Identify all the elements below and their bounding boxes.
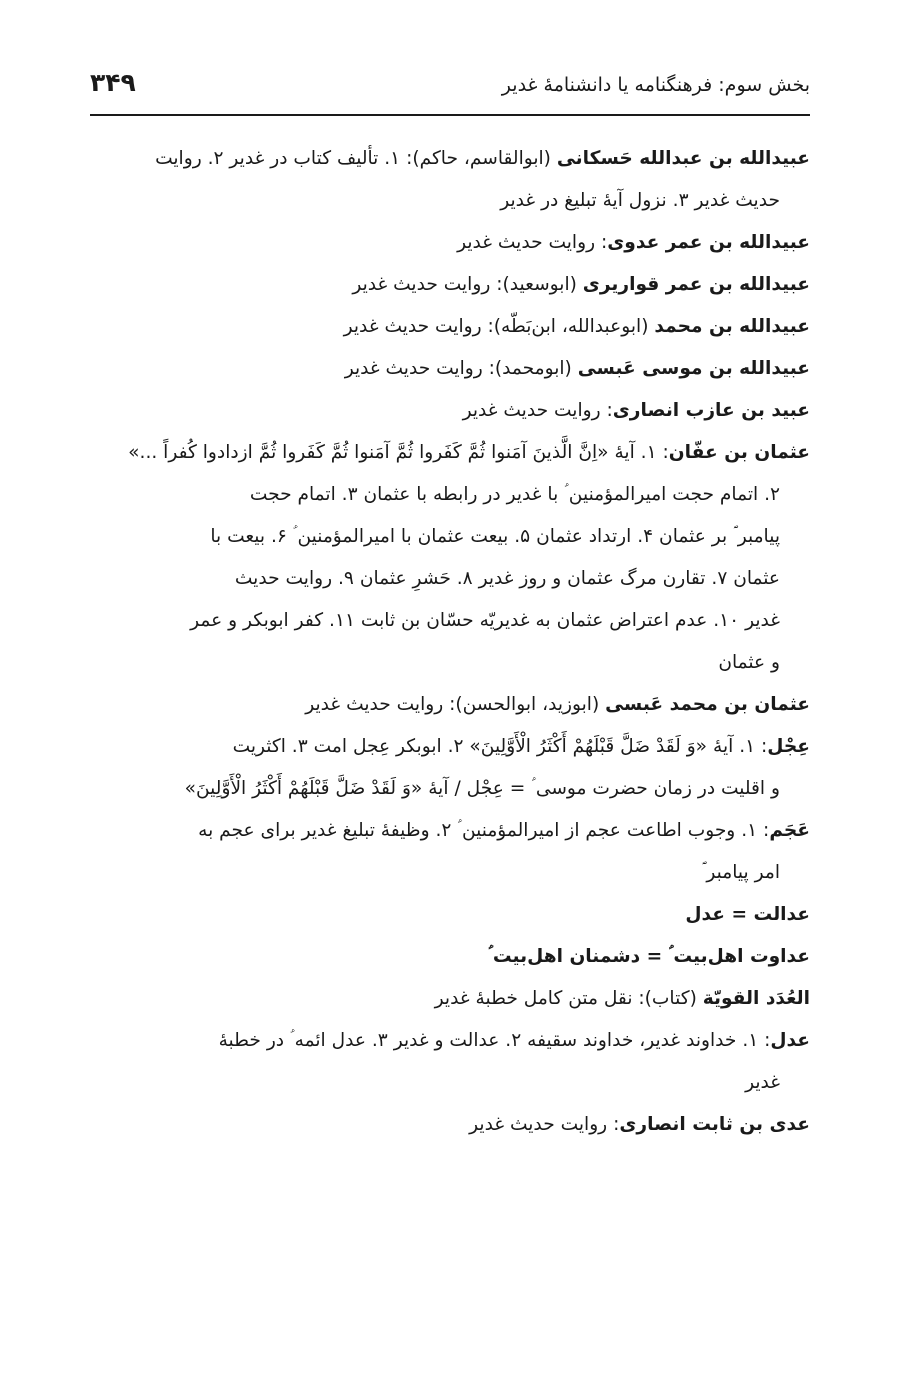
entry-text: : روایت حدیث غدیر <box>469 1114 620 1135</box>
entry-text-continued: امر پیامبر ؐ <box>701 862 780 883</box>
entry-text-continued: حدیث غدیر ۳. نزول آیۀ تبلیغ در غدیر <box>500 190 780 211</box>
book-page <box>90 60 810 1146</box>
entry-term: عبیدالله بن محمد <box>654 316 810 337</box>
entry-text-continued: پیامبر ؐ بر عثمان ۴. ارتداد عثمان ۵. بیعت عثمان با امیرالمؤمنین ؑ ۶. بیعت با <box>210 526 780 547</box>
page-header <box>90 60 810 116</box>
entry-term: عِجْل <box>767 736 810 757</box>
entry-text: : روایت حدیث غدیر <box>457 232 608 253</box>
entry-text: (ابوزید، ابوالحسن): روایت حدیث غدیر <box>305 694 606 715</box>
entry-term: عدی بن ثابت انصاری <box>619 1114 810 1135</box>
entries-list <box>90 138 810 1146</box>
entry-musa-absi <box>90 348 810 390</box>
entry-udad <box>90 978 810 1020</box>
entry-qawariri <box>90 264 810 306</box>
entry-term: عداوت اهل‌بیت ؑ = دشمنان اهل‌بیت ؑ <box>488 946 810 967</box>
entry-text: (ابوالقاسم، حاکم): ۱. تألیف کتاب در غدیر ۲. روایت <box>155 148 557 169</box>
entry-term: عَجَم <box>769 820 810 841</box>
entry-term: عبیدالله بن موسی عَبسی <box>577 358 810 379</box>
entry-term: عبیدالله بن عمر قواریری <box>582 274 810 295</box>
entry-ajam <box>90 810 810 894</box>
entry-text: (کتاب): نقل متن کامل خطبۀ غدیر <box>434 988 703 1009</box>
entry-ijl <box>90 726 810 810</box>
entry-text: : روایت حدیث غدیر <box>462 400 613 421</box>
entry-uthman-affan <box>90 432 810 684</box>
entry-term: العُدَد القویّة <box>702 988 810 1009</box>
entry-text: : ۱. آیۀ «اِنَّ الَّذینَ آمَنوا ثُمَّ کَفَروا ثُمَّ آمَنوا ثُمَّ کَفَروا ثُمَّ ازدادوا کُفراً ...» <box>128 442 669 463</box>
entry-text-continued: و عثمان <box>718 652 780 673</box>
entry-uthman-absi <box>90 684 810 726</box>
entry-text-continued: ۲. اتمام حجت امیرالمؤمنین ؑ با غدیر در رابطه با عثمان ۳. اتمام حجت <box>249 484 780 505</box>
entry-adalat <box>90 894 810 936</box>
entry-text: (ابوسعید): روایت حدیث غدیر <box>352 274 583 295</box>
entry-adl <box>90 1020 810 1104</box>
entry-text-continued: و اقلیت در زمان حضرت موسی ؑ = عِجْل / آیۀ «وَ لَقَدْ ضَلَّ قَبْلَهُمْ أَکْثَرُ الْأَوَّلِینَ» <box>184 778 780 799</box>
entry-text-continued: عثمان ۷. تقارن مرگ عثمان و روز غدیر ۸. حَشرِ عثمان ۹. روایت حدیث <box>234 568 780 589</box>
entry-text: (ابومحمد): روایت حدیث غدیر <box>344 358 578 379</box>
entry-term: عدل <box>770 1030 810 1051</box>
entry-text: : ۱. آیۀ «وَ لَقَدْ ضَلَّ قَبْلَهُمْ أَکْثَرُ الْأَوَّلِینَ» ۲. ابوبکر عِجل امت ۳. اکثریت <box>232 736 768 757</box>
entry-text-continued: غدیر <box>745 1072 780 1093</box>
entry-text-continued: غدیر ۱۰. عدم اعتراض عثمان به غدیریّه حسّان بن ثابت ۱۱. کفر ابوبکر و عمر <box>190 610 780 631</box>
entry-term: عبید بن عازب انصاری <box>612 400 810 421</box>
entry-text: : ۱. وجوب اطاعت عجم از امیرالمؤمنین ؑ ۲. وظیفۀ تبلیغ غدیر برای عجم به <box>198 820 770 841</box>
entry-adawi <box>90 222 810 264</box>
entry-term: عدالت = عدل <box>685 904 810 925</box>
entry-ubayd-azib <box>90 390 810 432</box>
entry-term: عبیدالله بن عمر عدوی <box>607 232 810 253</box>
entry-term: عثمان بن محمد عَبسی <box>605 694 810 715</box>
page-number: ۳۴۹ <box>90 68 136 97</box>
entry-term: عثمان بن عفّان <box>668 442 810 463</box>
entry-text: (ابوعبدالله، ابن‌بَطّه): روایت حدیث غدیر <box>343 316 655 337</box>
entry-text: : ۱. خداوند غدیر، خداوند سقیفه ۲. عدالت و غدیر ۳. عدل ائمه ؑ در خطبۀ <box>218 1030 771 1051</box>
entry-term: عبیدالله بن عبدالله حَسکانی <box>556 148 810 169</box>
entry-adi-thabit <box>90 1104 810 1146</box>
entry-adawat <box>90 936 810 978</box>
entry-ibn-batta <box>90 306 810 348</box>
entry-haskani <box>90 138 810 222</box>
section-title: بخش سوم: فرهنگنامه یا دانشنامۀ غدیر <box>501 74 810 96</box>
